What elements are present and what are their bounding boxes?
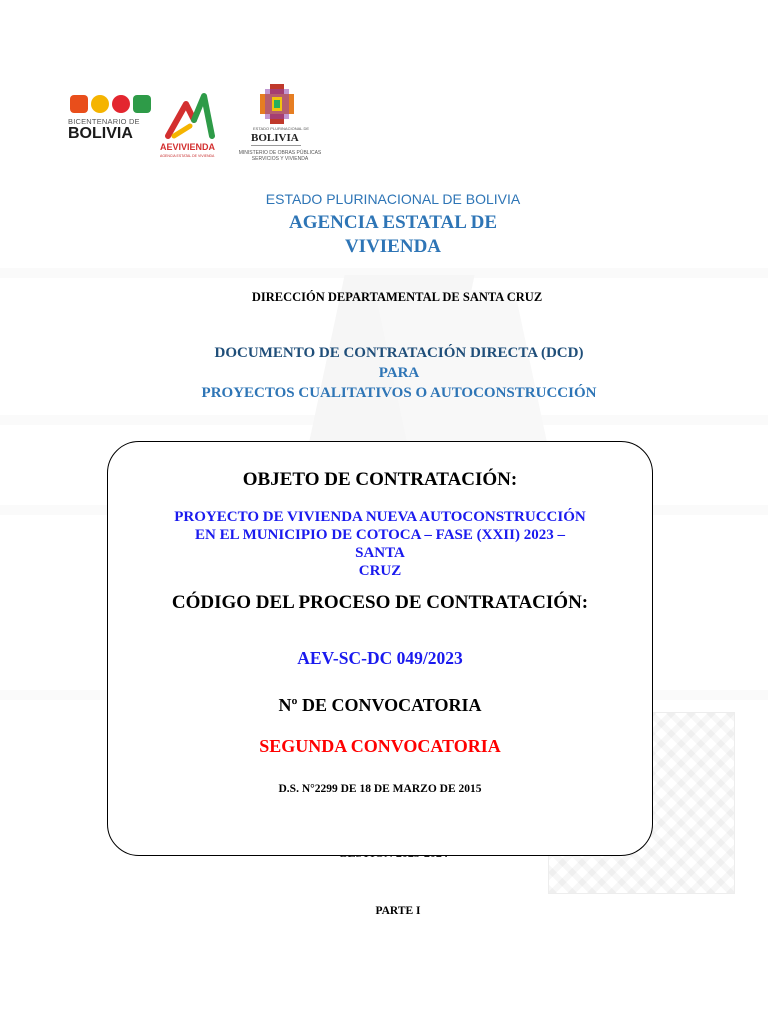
- agencia-title-line: VIVIENDA: [344, 236, 442, 257]
- documento-title: [0, 343, 768, 403]
- ministerio-logo: [235, 82, 325, 167]
- ministerio-small-text: ESTADO PLURINACIONAL DE: [253, 126, 310, 131]
- codigo-value: AEV-SC-DC 049/2023: [297, 648, 463, 668]
- proyecto-line: CRUZ: [358, 563, 402, 579]
- codigo-label: CÓDIGO DEL PROCESO DE CONTRATACIÓN:: [171, 592, 589, 613]
- ministerio-divider: [251, 145, 301, 146]
- convocatoria-label: Nº DE CONVOCATORIA: [278, 695, 482, 715]
- contract-info-box: [107, 441, 653, 856]
- ministerio-subtitle-line: MINISTERIO DE OBRAS PÚBLICAS: [238, 150, 322, 156]
- documento-title-line: PROYECTOS CUALITATIVOS O AUTOCONSTRUCCIÓN: [201, 385, 597, 401]
- aevivienda-subtitle: AGENCIA ESTATAL DE VIVIENDA: [160, 154, 215, 158]
- aevivienda-logo: [160, 90, 230, 160]
- ministerio-big-text: BOLIVIA: [251, 132, 299, 144]
- decreto-text: D.S. N°2299 DE 18 DE MARZO DE 2015: [278, 783, 482, 795]
- agencia-title-line: AGENCIA ESTATAL DE: [289, 212, 497, 233]
- ministerio-subtitle: [235, 150, 325, 162]
- bicentenario-big-text: BOLIVIA: [68, 125, 133, 142]
- bicentenario-logo: [68, 95, 158, 155]
- agencia-title: [0, 211, 768, 259]
- chakana-emblem-icon: [235, 82, 325, 126]
- proyecto-line: EN EL MUNICIPIO DE COTOCA – FASE (XXII) 2023 –: [195, 527, 565, 543]
- proyecto-line: SANTA: [355, 545, 405, 561]
- ministerio-subtitle-line: SERVICIOS Y VIVIENDA: [251, 156, 309, 162]
- documento-title-line: DOCUMENTO DE CONTRATACIÓN DIRECTA (DCD): [214, 345, 584, 361]
- aevivienda-name: AEVIVIENDA: [160, 142, 216, 152]
- proyecto-line: PROYECTO DE VIVIENDA NUEVA AUTOCONSTRUCCIÓN: [174, 509, 586, 525]
- proyecto-description: [108, 508, 652, 580]
- direccion-title: DIRECCIÓN DEPARTAMENTAL DE SANTA CRUZ: [251, 290, 543, 304]
- documento-title-line: PARA: [378, 365, 420, 381]
- convocatoria-value: SEGUNDA CONVOCATORIA: [259, 736, 501, 756]
- bicentenario-small-text: BICENTENARIO DE: [68, 117, 140, 126]
- objeto-label: OBJETO DE CONTRATACIÓN:: [242, 469, 518, 490]
- estado-title: ESTADO PLURINACIONAL DE BOLIVIA: [265, 191, 521, 207]
- parte-label: PARTE I: [375, 905, 421, 917]
- bicentenario-emblem-icon: [70, 95, 158, 113]
- aevivienda-house-icon: [160, 90, 220, 142]
